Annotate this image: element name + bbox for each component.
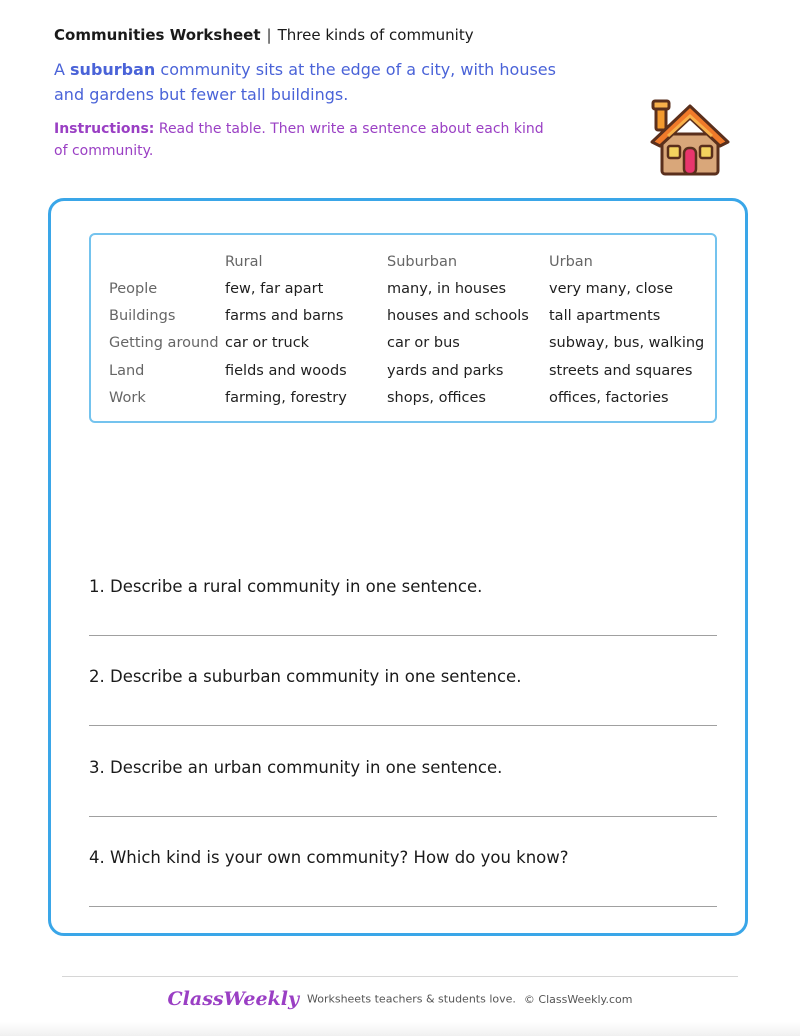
intro-highlight: suburban [70, 60, 156, 79]
table-cell: few, far apart [225, 280, 324, 297]
answer-line-2[interactable] [89, 725, 717, 726]
instructions-label: Instructions: [54, 121, 155, 137]
comparison-table [109, 248, 709, 412]
instructions-text: Read the table. Then write a sentence about each kind of community. [54, 121, 544, 159]
question-4: 4. Which kind is your own community? How do you know? [89, 848, 569, 867]
table-header-cell: Rural [225, 253, 263, 270]
table-cell: car or bus [387, 335, 460, 352]
table-cell: fields and woods [225, 362, 347, 379]
table-row [109, 330, 709, 357]
comparison-table-box [89, 233, 717, 423]
table-cell: very many, close [549, 280, 674, 297]
instructions [54, 118, 554, 162]
answer-line-3[interactable] [89, 816, 717, 817]
table-cell: subway, bus, walking [549, 335, 705, 352]
worksheet-title: Communities Worksheet [54, 26, 261, 44]
table-row-label: Buildings [109, 308, 176, 325]
table-cell: shops, offices [387, 390, 486, 407]
table-row [109, 302, 709, 329]
table-header-row [109, 248, 709, 275]
table-row [109, 275, 709, 302]
intro-prefix: A [54, 60, 71, 79]
house-icon [646, 98, 734, 180]
table-row [109, 357, 709, 384]
answer-line-4[interactable] [89, 906, 717, 907]
answer-line-1[interactable] [89, 635, 717, 636]
table-cell: car or truck [225, 335, 310, 352]
table-row [109, 385, 709, 412]
footer-divider [62, 976, 738, 977]
footer-tagline: Worksheets teachers & students love. [306, 992, 516, 1006]
intro-rest: community sits at the edge of a city, with houses and gardens but fewer tall buildings. [54, 60, 556, 104]
intro-text [54, 57, 574, 107]
table-cell: farming, forestry [225, 390, 347, 407]
table-cell: offices, factories [549, 390, 669, 407]
table-row-label: Getting around [109, 335, 219, 352]
table-cell: streets and squares [549, 362, 693, 379]
table-cell: yards and parks [387, 362, 504, 379]
question-2: 2. Describe a suburban community in one sentence. [89, 667, 522, 686]
table-row-label: Work [109, 390, 146, 407]
brand-logo[interactable]: ClassWeekly [167, 988, 299, 1010]
table-cell: houses and schools [387, 308, 529, 325]
table-cell: tall apartments [549, 308, 661, 325]
question-3: 3. Describe an urban community in one sentence. [89, 758, 503, 777]
footer-copyright: © ClassWeekly.com [523, 992, 633, 1006]
table-header-cell [109, 248, 225, 275]
question-1: 1. Describe a rural community in one sentence. [89, 577, 483, 596]
footer [0, 988, 800, 1010]
table-cell: farms and barns [225, 308, 344, 325]
table-cell: many, in houses [387, 280, 507, 297]
worksheet-header [54, 26, 474, 44]
worksheet-panel [48, 198, 748, 936]
page-bottom-shadow [0, 1022, 800, 1036]
table-header-cell: Suburban [387, 253, 458, 270]
table-row-label: People [109, 280, 158, 297]
worksheet-subtitle: Three kinds of community [277, 26, 474, 44]
header-separator: | [266, 26, 272, 44]
table-header-cell: Urban [549, 253, 593, 270]
table-row-label: Land [109, 362, 145, 379]
